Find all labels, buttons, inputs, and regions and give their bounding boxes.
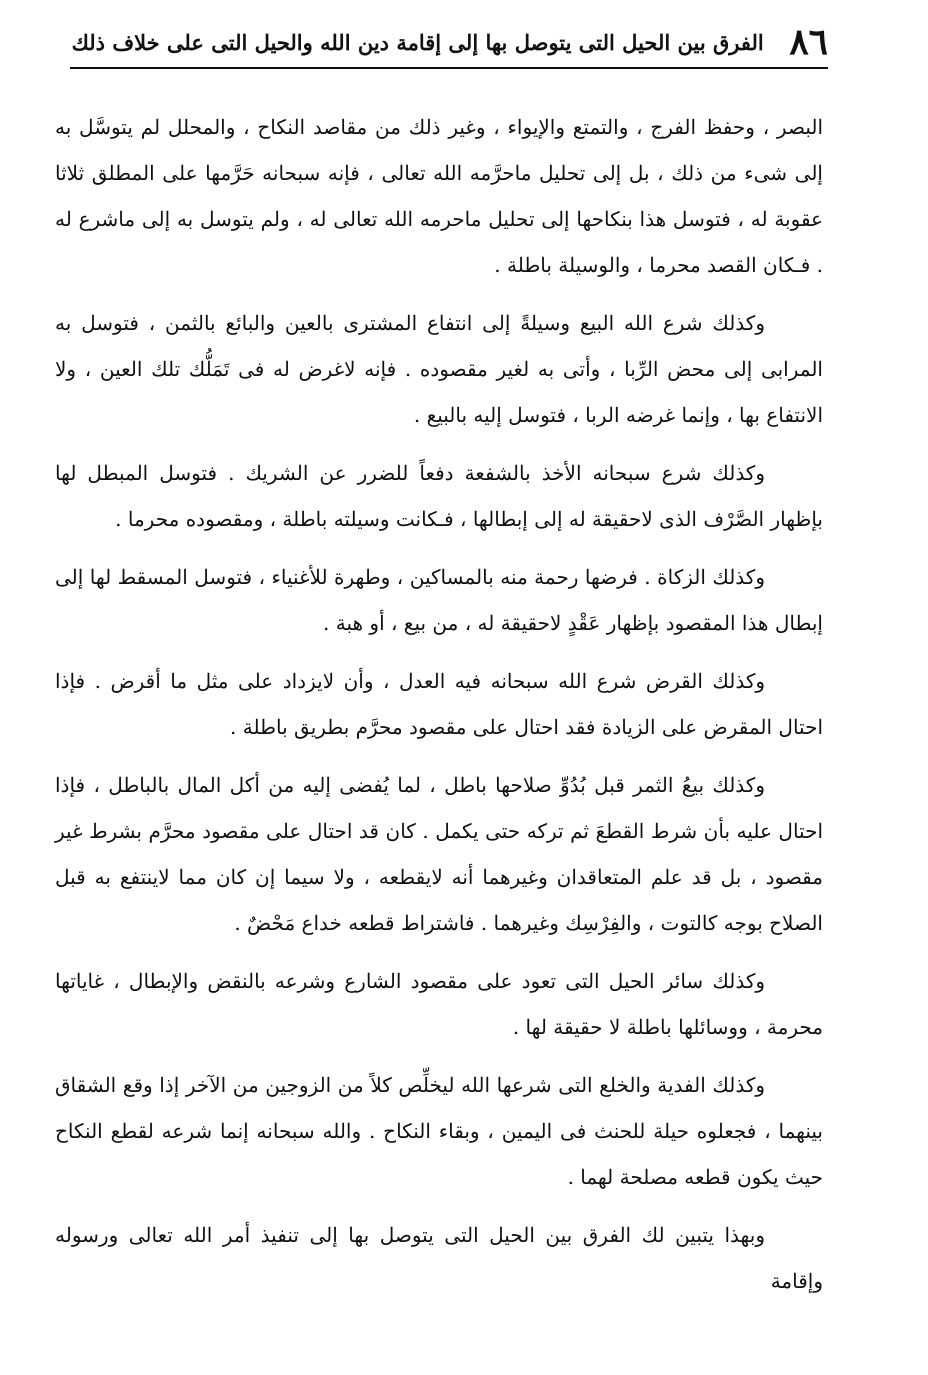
paragraph-1: البصر ، وحفظ الفرج ، والتمتع والإيواء ، وغير ذلك من مقاصد النكاح ، والمحلل لم يتوسَّل به إلى شىء من ذلك ، بل إلى تحليل ماحرَّمه الله تعالى ، فإنه سبحانه حَرَّمها على المطلق ثلاثا عقوبة له ، فتوسل هذا بنكاحها إلى تحليل ماحرمه الله تعالى له ، ولم يتوسل به إلى ماشرع له . فـكان القصد محرما ، والوسيلة باطلة . <box>55 115 823 277</box>
paragraph-5: وكذلك القرض شرع الله سبحانه فيه العدل ، وأن لايزداد على مثل ما أقرض . فإذا احتال المقرض على الزيادة فقد احتال على مقصود محرَّم بطريق باطلة . <box>55 669 823 739</box>
page-body <box>55 104 823 1304</box>
page-header <box>60 20 828 64</box>
paragraph-9: وبهذا يتبين لك الفرق بين الحيل التى يتوصل بها إلى تنفيذ أمر الله تعالى ورسوله وإقامة <box>55 1223 823 1293</box>
paragraph-8: وكذلك الفدية والخلع التى شرعها الله ليخلِّص كلاً من الزوجين من الآخر إذا وقع الشقاق بينهما ، فجعلوه حيلة للحنث فى اليمين ، وبقاء النكاح . والله سبحانه إنما شرعه لقطع النكاح حيث يكون قطعه مصلحة لهما . <box>55 1073 823 1189</box>
paragraph-3: وكذلك شرع سبحانه الأخذ بالشفعة دفعاً للضرر عن الشريك . فتوسل المبطل لها بإظهار الصَّرْف الذى لاحقيقة له إلى إبطالها ، فـكانت وسيلته باطلة ، ومقصوده محرما . <box>55 461 823 531</box>
paragraph-6: وكذلك بيعُ الثمر قبل بُدُوِّ صلاحها باطل ، لما يُفضى إليه من أكل المال بالباطل ، فإذا احتال عليه بأن شرط القطعَ ثم تركه حتى يكمل . كان قد احتال على مقصود محرَّم بشرط غير مقصود ، بل قد علم المتعاقدان وغيرهما أنه لايقطعه ، ولا سيما إن كان مما لاينتفع به قبل الصلاح بوجه كالتوت ، والفِرْسِك وغيرهما . فاشتراط قطعه خداع مَحْضٌ . <box>55 773 823 935</box>
paragraph-4: وكذلك الزكاة . فرضها رحمة منه بالمساكين ، وطهرة للأغنياء ، فتوسل المسقط لها إلى إبطال هذا المقصود بإظهار عَقْدٍ لاحقيقة له ، من بيع ، أو هبة . <box>55 565 823 635</box>
paragraph-7: وكذلك سائر الحيل التى تعود على مقصود الشارع وشرعه بالنقض والإبطال ، غاياتها محرمة ، ووسائلها باطلة لا حقيقة لها . <box>55 969 823 1039</box>
page-number: ٨٦ <box>789 21 828 63</box>
running-title: الفرق بين الحيل التى يتوصل بها إلى إقامة دين الله والحيل التى على خلاف ذلك <box>71 29 764 55</box>
header-divider <box>70 67 828 69</box>
paragraph-2: وكذلك شرع الله البيع وسيلةً إلى انتفاع المشترى بالعين والبائع بالثمن ، فتوسل به المرابى إلى محض الرِّبا ، وأتى به لغير مقصوده . فإنه لاغرض له فى تَمَلُّك تلك العين ، ولا الانتفاع بها ، وإنما غرضه الربا ، فتوسل إليه بالبيع . <box>55 311 823 427</box>
